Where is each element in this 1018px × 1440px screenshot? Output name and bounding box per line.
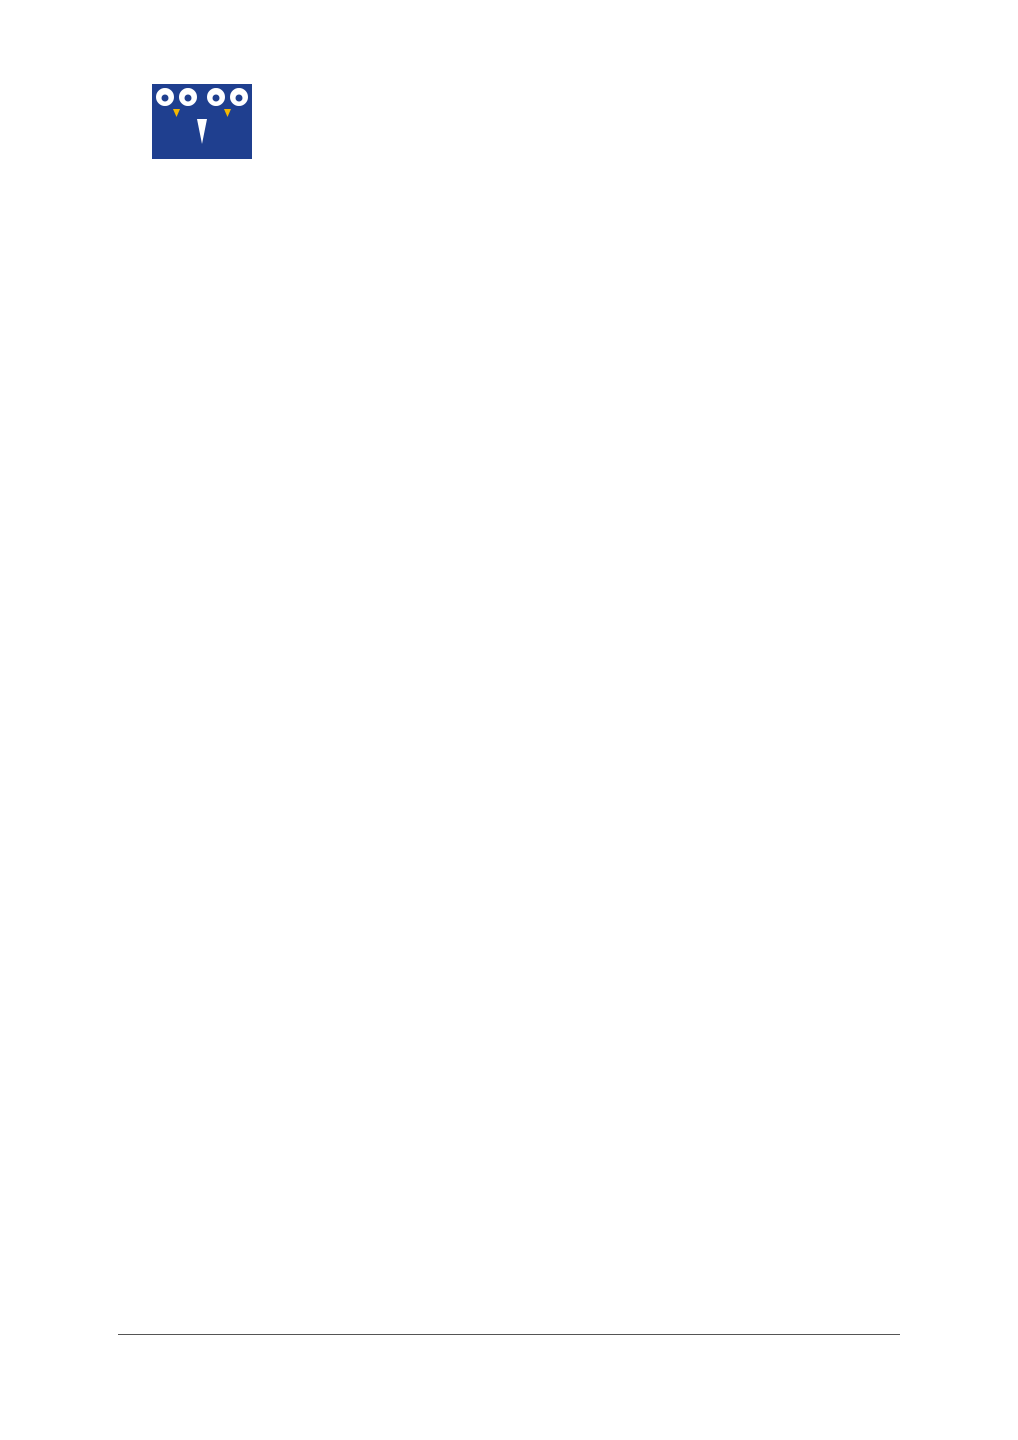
footer-divider bbox=[118, 1334, 900, 1335]
school-logo bbox=[152, 84, 252, 174]
